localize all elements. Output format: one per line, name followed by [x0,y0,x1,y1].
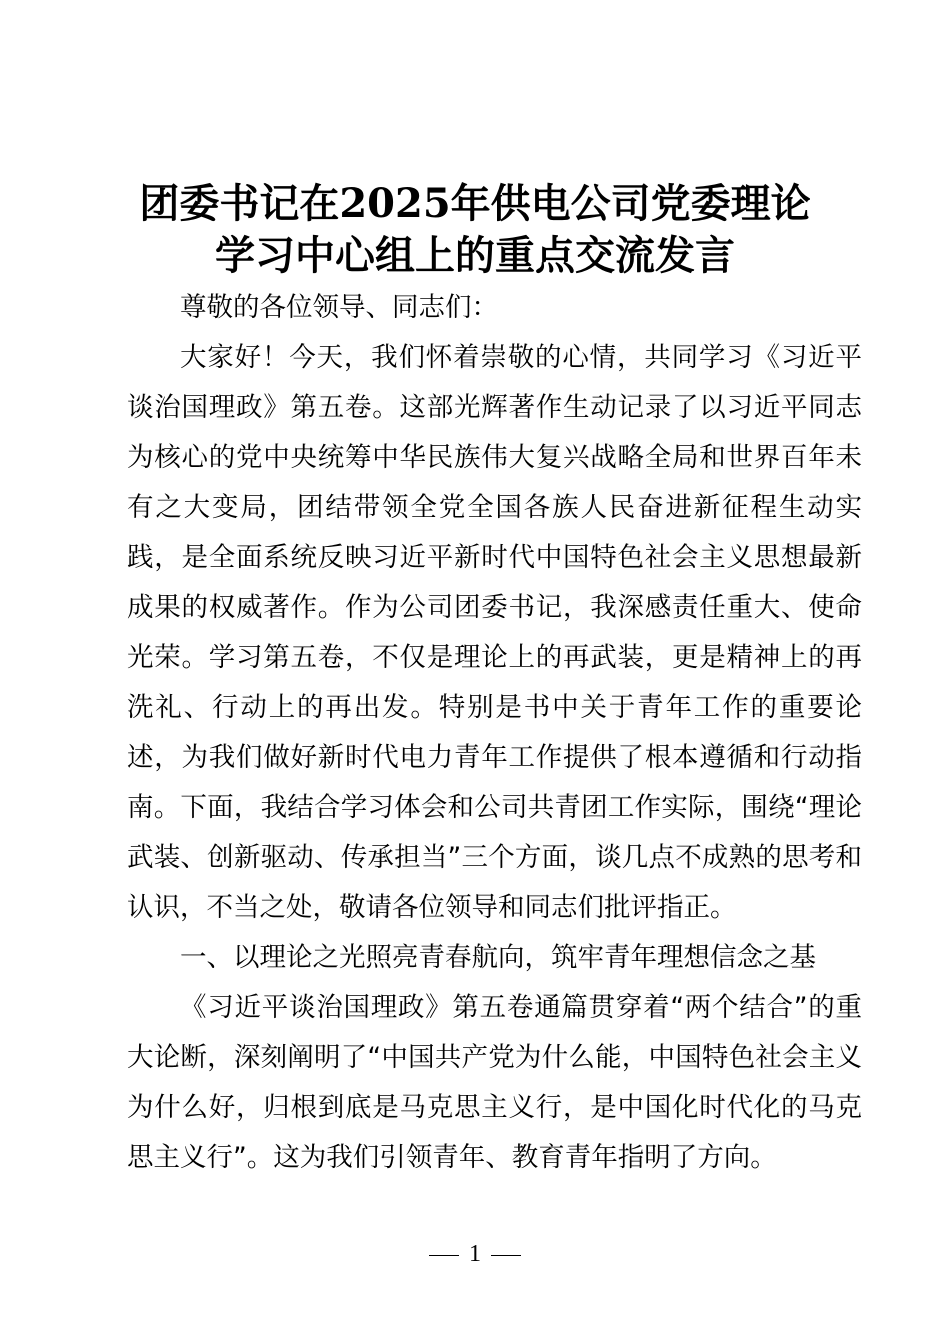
salutation: 尊敬的各位领导、同志们： [180,292,498,323]
section-heading: 一、以理论之光照亮青春航向，筑牢青年理想信念之基 [180,942,816,973]
right-dash [491,1255,521,1256]
document-title-line-1: 团委书记在2025年供电公司党委理论 [139,180,811,227]
left-dash [429,1255,459,1256]
section-paragraph: 《习近平谈治国理政》第五卷通篇贯穿着“两个结合”的重大论断，深刻阐明了“中国共产党为什么能，中国特色社会主义为什么好，归根到底是马克思主义行，是中国化时代化的马克思主义行”。这为我们引领青年、教育青年指明了方向。 [127,992,862,1173]
page-number: 1 [469,1241,481,1267]
document-body [127,283,862,1183]
page-number-footer [0,1240,950,1268]
intro-paragraph: 大家好！今天，我们怀着崇敬的心情，共同学习《习近平谈治国理政》第五卷。这部光辉著作生动记录了以习近平同志为核心的党中央统筹中华民族伟大复兴战略全局和世界百年未有之大变局，团结带领全党全国各族人民奋进新征程生动实践，是全面系统反映习近平新时代中国特色社会主义思想最新成果的权威著作。作为公司团委书记，我深感责任重大、使命光荣。学习第五卷，不仅是理论上的再武装，更是精神上的再洗礼、行动上的再出发。特别是书中关于青年工作的重要论述，为我们做好新时代电力青年工作提供了根本遵循和行动指南。下面，我结合学习体会和公司共青团工作实际，围绕“理论武装、创新驱动、传承担当”三个方面，谈几点不成熟的思考和认识，不当之处，敬请各位领导和同志们批评指正。 [127,342,862,923]
document-title-line-2: 学习中心组上的重点交流发言 [215,232,735,279]
